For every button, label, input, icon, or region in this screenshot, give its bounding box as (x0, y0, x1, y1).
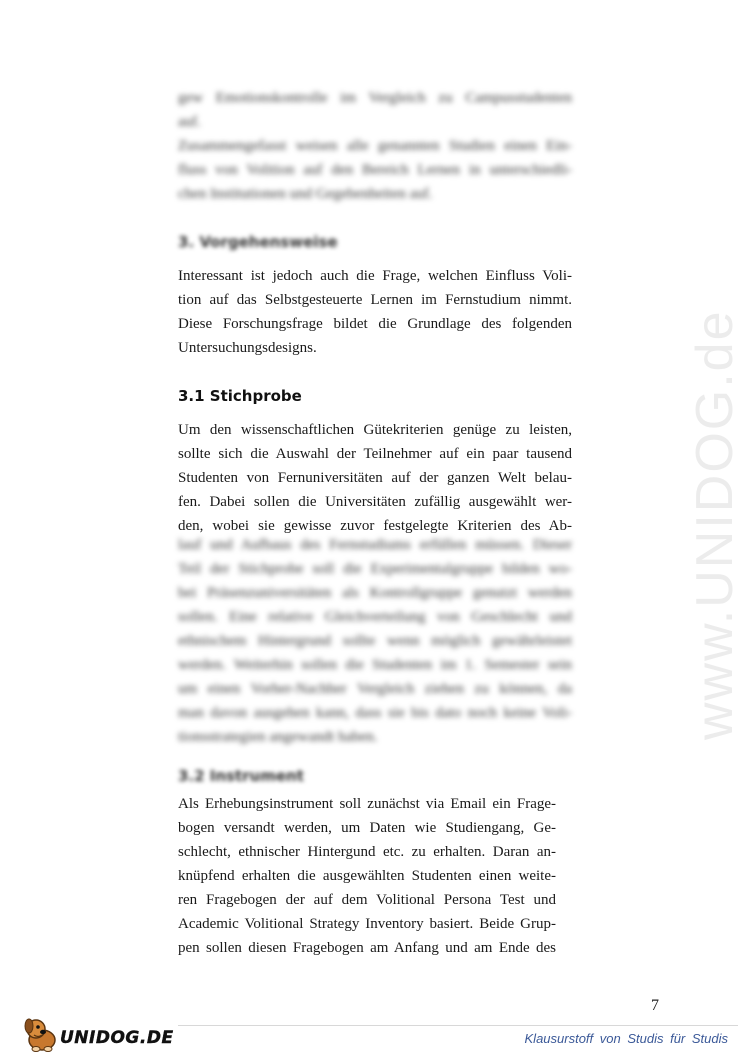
text-line: Zusammengefasst weisen alle genannten Studien einen Ein- (178, 138, 572, 154)
text-line: um einen Vorher-Nachher Vergleich ziehen zu können, da (178, 681, 572, 697)
footer-divider (178, 1025, 738, 1026)
paragraph-stichprobe-blurred (178, 533, 572, 749)
text-line: Als Erhebungsinstrument soll zunächst via Email ein Frage- (178, 796, 556, 812)
text-line: Um den wissenschaftlichen Gütekriterien genüge zu leisten, (178, 422, 572, 438)
text-line: den, wobei sie gewisse zuvor festgelegte Kriterien des Ab- (178, 518, 572, 534)
footer-tagline: Klausurstoff von Studis für Studis (524, 1031, 728, 1046)
text-line: knüpfend erhalten die ausgewählten Studenten einen weite- (178, 868, 556, 884)
page-number: 7 (651, 997, 659, 1014)
text-line: gew Emotionskontrolle im Vergleich zu Campusstudenten (178, 90, 572, 106)
text-line: fluss von Volition auf den Bereich Lernen in unterschiedli- (178, 162, 572, 178)
logo-text: UNIDOG.DE (60, 1028, 174, 1048)
section-heading-instrument: 3.2 Instrument (178, 767, 304, 785)
text-line: man davon ausgehen kann, dass sie bis dato noch keine Voli- (178, 705, 572, 721)
unidog-logo[interactable] (22, 1014, 174, 1054)
text-line: bei Präsenzuniversitäten als Kontrollgruppe genutzt werden (178, 585, 572, 601)
text-line: werden. Weiterhin sollen die Studenten im 1. Semester sein (178, 657, 572, 673)
text-line: chen Institutionen und Gegebenheiten auf. (178, 186, 433, 202)
text-line: lauf und Aufbaus des Fernstudiums erfüllen müssen. Dieser (178, 537, 572, 553)
text-line: pen sollen diesen Fragebogen am Anfang und am Ende des (178, 940, 556, 956)
text-line: sollte sich die Auswahl der Teilnehmer auf ein paar tausend (178, 446, 572, 462)
text-line: Untersuchungsdesigns. (178, 340, 317, 356)
dog-mascot-icon (22, 1014, 62, 1054)
text-line: ren Fragebogen der auf dem Volitional Persona Test und (178, 892, 556, 908)
text-line: sollen. Eine relative Gleichverteilung von Geschlecht und (178, 609, 572, 625)
paragraph-intro-blurred (178, 86, 572, 206)
paragraph-instrument (178, 792, 556, 960)
text-line: Diese Forschungsfrage bildet die Grundlage des folgenden (178, 316, 572, 332)
text-line: bogen versandt werden, um Daten wie Studiengang, Ge- (178, 820, 556, 836)
section-heading-stichprobe: 3.1 Stichprobe (178, 387, 302, 405)
text-line: Interessant ist jedoch auch die Frage, welchen Einfluss Voli- (178, 268, 572, 284)
text-line: Academic Volitional Strategy Inventory basiert. Beide Grup- (178, 916, 556, 932)
section-heading-vorgehensweise: 3. Vorgehensweise (178, 233, 338, 251)
text-line: tionsstrategien angewandt haben. (178, 729, 378, 745)
text-line: schlecht, ethnischer Hintergund etc. zu erhalten. Daran an- (178, 844, 556, 860)
text-line: Teil der Stichprobe soll die Experimentalgruppe bilden wo- (178, 561, 572, 577)
watermark: www.UNIDOG.de (686, 309, 744, 740)
text-line: tion auf das Selbstgesteuerte Lernen im Fernstudium nimmt. (178, 292, 572, 308)
text-line: ethnischem Hintergrund sollte wenn möglich gewährleistet (178, 633, 572, 649)
text-line: auf. (178, 114, 201, 130)
paragraph-vorgehensweise (178, 264, 572, 360)
text-line: Studenten von Fernuniversitäten auf der ganzen Welt belau- (178, 470, 572, 486)
text-line: fen. Dabei sollen die Universitäten zufällig ausgewählt wer- (178, 494, 572, 510)
paragraph-stichprobe (178, 418, 572, 538)
